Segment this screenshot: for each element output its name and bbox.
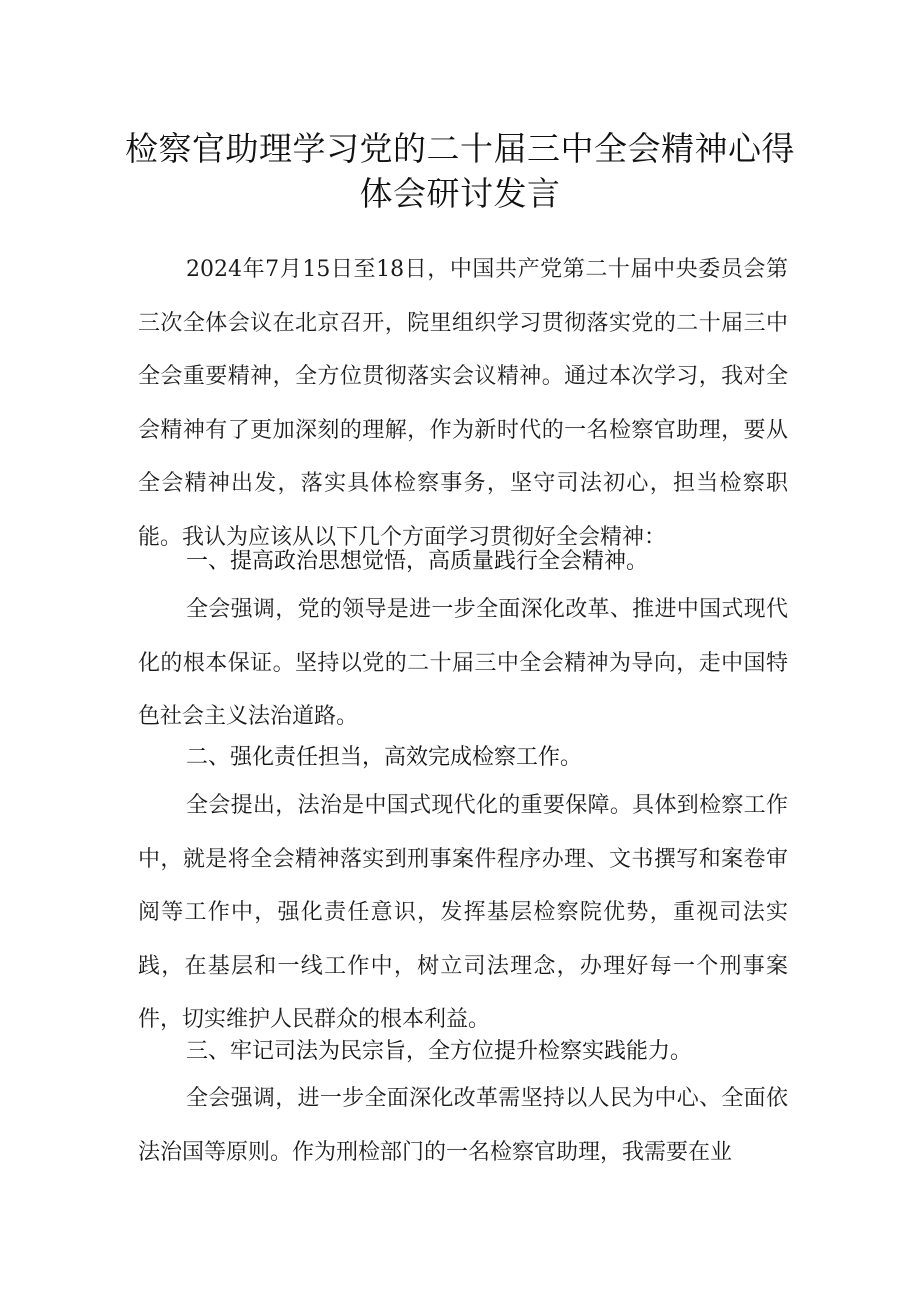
document-title-line-2: 体会研讨发言 <box>359 174 561 213</box>
paragraph-section-1: 全会强调，党的领导是进一步全面深化改革、推进中国式现代化的根本保证。坚持以党的二十届三中全会精神为导向，走中国特色社会主义法治道路。 <box>138 597 788 729</box>
paragraph-section-3: 全会强调，进一步全面深化改革需坚持以人民为中心、全面依法治国等原则。作为刑检部门的一名检察官助理，我需要在业 <box>138 1086 788 1165</box>
document-title-line-1: 检察官助理学习党的二十届三中全会精神心得 <box>125 129 795 168</box>
section-heading-3: 三、牢记司法为民宗旨，全方位提升检察实践能力。 <box>186 1039 693 1064</box>
section-heading-1: 一、提高政治思想觉悟，高质量践行全会精神。 <box>186 549 649 574</box>
section-heading-2: 二、强化责任担当，高效完成检察工作。 <box>186 745 583 770</box>
paragraph-section-2: 全会提出，法治是中国式现代化的重要保障。具体到检察工作中，就是将全会精神落实到刑事案件程序办理、文书撰写和案卷审阅等工作中，强化责任意识，发挥基层检察院优势，重视司法实践，在基层和一线工作中，树立司法理念，办理好每一个刑事案件，切实维护人民群众的根本利益。 <box>138 793 788 1032</box>
paragraph-intro: 2024年7月15日至18日，中国共产党第二十届中央委员会第三次全体会议在北京召开，院里组织学习贯彻落实党的二十届三中全会重要精神，全方位贯彻落实会议精神。通过本次学习，我对全会精神有了更加深刻的理解，作为新时代的一名检察官助理，要从全会精神出发，落实具体检察事务，坚守司法初心，担当检察职能。我认为应该从以下几个方面学习贯彻好全会精神： <box>138 257 788 550</box>
